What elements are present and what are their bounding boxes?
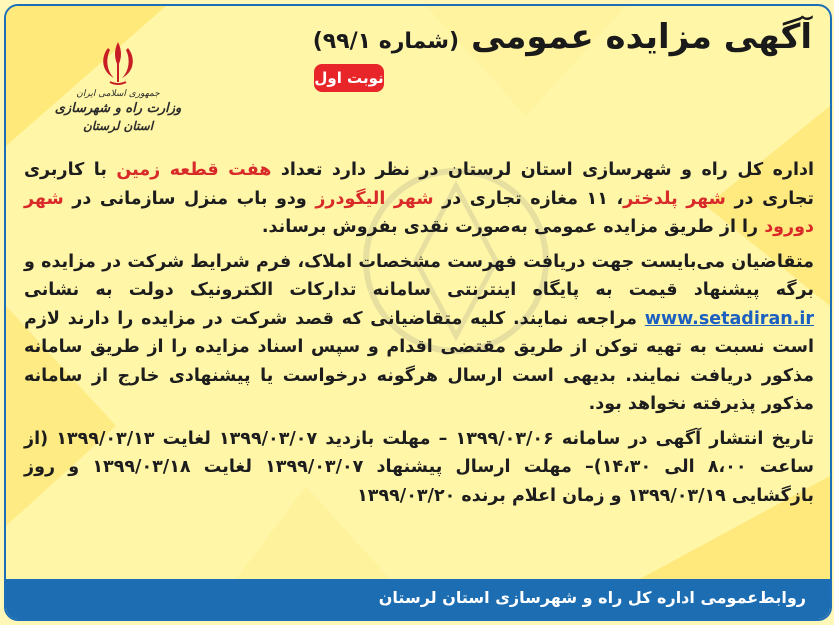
iran-emblem-icon	[96, 38, 140, 88]
paragraph-dates: تاریخ انتشار آگهی در سامانه ۱۳۹۹/۰۳/۰۶ – مهلت بازدید ۱۳۹۹/۰۳/۰۷ لغایت ۱۳۹۹/۰۳/۱۳ (از ساعت ۸،۰۰ الی ۱۴،۳۰)– مهلت ارسال پیشنهاد ۱۳۹۹/۰۳/۰۷ لغایت ۱۳۹۹/۰۳/۱۸ و روز بازگشایی ۱۳۹۹/۰۳/۱۹ و زمان اعلام برنده ۱۳۹۹/۰۳/۲۰	[24, 428, 814, 506]
round-badge: نوبت اول	[314, 64, 384, 92]
title-number: (شماره ۹۹/۱)	[312, 29, 460, 54]
p1-highlight-poldokhtar: شهر پلدختر	[623, 188, 726, 209]
p1-highlight-aligudarz: شهر الیگودرز	[315, 188, 434, 209]
p1-text-5: را از طریق مزایده عمومی به‌صورت نقدی بفروش برساند.	[261, 217, 765, 237]
footer-bar	[6, 579, 830, 619]
p1-text-4: ودو باب منزل سازمانی در	[63, 188, 316, 209]
paragraph-instructions	[24, 248, 814, 419]
p1-highlight-lands: هفت قطعه زمین	[116, 160, 272, 180]
setadiran-link[interactable]: www.setadiran.ir	[644, 308, 814, 329]
notice-title	[313, 14, 812, 65]
org-ministry: وزارت راه و شهرسازی	[54, 101, 182, 116]
p1-text-2: با کاربری تجاری در	[24, 160, 814, 209]
ministry-logo-text	[48, 88, 188, 134]
paragraph-announcement	[24, 156, 814, 242]
p1-text-3: ، ۱۱ مغازه تجاری در	[433, 188, 624, 209]
p2-text-2: مراجعه نمایند. کلیه متقاضیانی که قصد شرکت در مزایده را دارند لازم است نسبت به تهیه توکن از طریق مقتضی اقدام و سپس اسناد مزایده را از طریق سامانه مذکور دریافت نمایند. بدیهی است ارسال هرگونه درخواست یا پیشنهادی خارج از سامانه مذکور پذیرفته نخواهد بود.	[24, 308, 814, 414]
footer-text: روابط‌عمومی اداره کل راه و شهرسازی استان لرستان	[378, 588, 806, 607]
title-text: آگهی مزایده عمومی	[470, 17, 812, 57]
p1-highlight-dorud: شهر دورود	[24, 188, 814, 237]
org-province: استان لرستان	[82, 119, 154, 133]
p1-text-1: اداره کل راه و شهرسازی استان لرستان در نظر دارد تعداد	[271, 160, 814, 180]
notice-frame	[4, 4, 832, 621]
notice-body	[24, 156, 814, 516]
notice-header	[6, 6, 830, 156]
org-country: جمهوری اسلامی ایران	[76, 89, 160, 99]
p2-text-1: متقاضیان می‌بایست جهت دریافت فهرست مشخصات املاک، فرم شرایط شرکت در مزایده و برگه پیشنهاد قیمت به پایگاه اینترنتی سامانه تدارکات الکترونیک دولت به نشانی	[24, 251, 814, 300]
